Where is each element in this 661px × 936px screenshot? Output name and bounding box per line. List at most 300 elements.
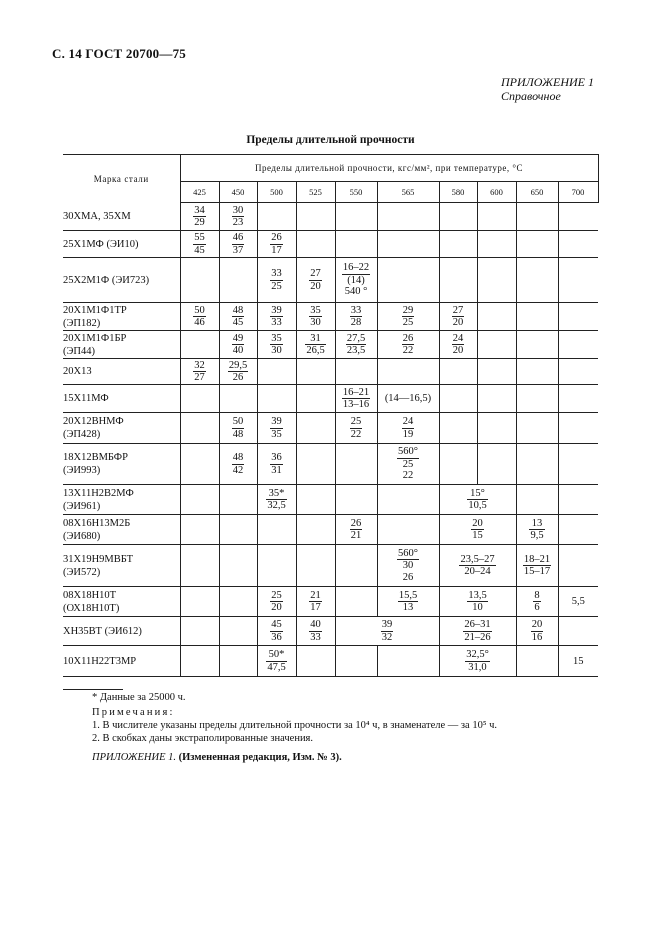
value-cell (377, 587, 439, 617)
table-row (63, 359, 598, 385)
steel-grade (63, 444, 180, 485)
numerator: 18–21 (523, 553, 551, 565)
value-cell (377, 258, 439, 303)
value-cell (377, 359, 439, 385)
denominator: 25 (271, 280, 282, 292)
denominator: 13 (402, 602, 414, 613)
value-cell (296, 413, 335, 444)
steel-grade-line: 31Х19Н9МВБТ (63, 553, 134, 565)
denominator: 27 (194, 372, 205, 383)
denominator: 21–26 (464, 631, 491, 643)
denominator: 25 (402, 317, 414, 328)
denominator: 20 (452, 345, 464, 356)
numerator: 40 (310, 619, 321, 630)
table-row (63, 444, 598, 485)
strength-fraction (402, 416, 415, 440)
steel-grade (63, 331, 180, 359)
strength-fraction (471, 518, 484, 542)
denominator: 32,5 (267, 500, 286, 511)
denominator: 45 (194, 244, 205, 256)
value-cell (439, 203, 477, 231)
strength-fraction (232, 416, 245, 440)
table-row (63, 258, 598, 303)
numerator: 48 (232, 452, 244, 463)
value-cell (180, 331, 219, 359)
denominator: 22 (402, 345, 414, 356)
numerator: 27 (452, 304, 464, 316)
value-cell (296, 385, 335, 413)
strength-fraction (467, 488, 487, 512)
table-row (63, 646, 598, 677)
value-cell (377, 413, 439, 444)
strength-fraction (232, 305, 245, 329)
value-cell (439, 303, 477, 331)
strength-fraction (270, 452, 283, 476)
denominator: 17 (310, 602, 321, 613)
value-cell (257, 303, 296, 331)
value-cell (335, 587, 377, 617)
numerator: 55 (194, 232, 205, 243)
denominator: 26,5 (306, 345, 325, 356)
value-cell (180, 587, 219, 617)
value-cell (296, 303, 335, 331)
denominator: 21 (350, 530, 362, 541)
value-cell (296, 231, 335, 258)
strength-fraction (397, 548, 419, 584)
value-cell (439, 617, 516, 646)
steel-grade (63, 413, 180, 444)
page-header: С. 14 ГОСТ 20700—75 (52, 46, 186, 61)
value-cell (219, 515, 257, 545)
value-cell (335, 617, 439, 646)
table-row (63, 587, 598, 617)
table-row (63, 485, 598, 515)
strength-fraction (193, 360, 206, 384)
numerator: 34 (194, 204, 205, 216)
steel-grade-line: 08Х18Н10Т (63, 589, 117, 601)
value-cell (439, 231, 477, 258)
value-cell (219, 587, 257, 617)
value-cell (377, 385, 439, 413)
value-cell (296, 587, 335, 617)
value-cell (377, 444, 439, 485)
value-cell (335, 203, 377, 231)
steel-grade-line: 20Х13 (63, 366, 92, 377)
numerator: 24 (452, 332, 464, 344)
numerator: 13 (529, 518, 544, 531)
value-cell (257, 359, 296, 385)
value-cell (296, 258, 335, 303)
value-cell (335, 444, 377, 485)
steel-grade-line: 08Х16Н13М2Б (63, 517, 131, 529)
denominator: 6 (534, 602, 540, 613)
steel-grade-line: 20Х12ВНМФ (63, 416, 124, 427)
numerator: 39 (381, 619, 393, 630)
steel-grade (63, 359, 180, 385)
numerator: 35 (310, 304, 321, 316)
steel-grade-line: (ЭИ572) (63, 566, 101, 578)
value-cell (516, 444, 558, 485)
steel-grade (63, 545, 180, 587)
numerator: 39 (271, 304, 282, 316)
note-1: 1. В числителе указаны пределы длительной прочности за 10⁴ ч, в знаменателе — за 10⁵ ч. (92, 720, 498, 731)
denominator: 10,5 (468, 500, 487, 511)
value-cell (180, 203, 219, 231)
numerator: 33 (271, 268, 282, 279)
value-cell (257, 617, 296, 646)
denominator: 26 (232, 372, 244, 383)
steel-grade-line: (ОХ18Н10Т) (63, 602, 120, 614)
value-cell (335, 545, 377, 587)
value-cell (335, 385, 377, 413)
numerator: 25 (350, 416, 362, 427)
temp-header: 565 (377, 182, 439, 203)
value-cell (219, 203, 257, 231)
table-row (63, 303, 598, 331)
numerator: 27 (310, 268, 321, 279)
strength-fraction (309, 590, 322, 614)
value-cell (219, 617, 257, 646)
strength-fraction (193, 232, 206, 256)
strength-fraction (342, 262, 370, 298)
value-cell (377, 485, 439, 515)
value-cell (516, 587, 558, 617)
denominator: 23 (232, 217, 244, 228)
temp-header: 580 (439, 182, 477, 203)
numerator: 36 (271, 452, 282, 463)
denominator: 33 (271, 317, 282, 328)
strength-fraction (270, 232, 283, 256)
steel-grade (63, 646, 180, 677)
value-cell (516, 303, 558, 331)
denominator: 10 (472, 602, 483, 613)
numerator: 20 (472, 517, 483, 529)
value-cell (516, 545, 558, 587)
value-cell (296, 646, 335, 677)
value-cell (377, 203, 439, 231)
value-cell (219, 258, 257, 303)
numerator: 26–31 (464, 619, 491, 630)
denominator: 42 (232, 464, 244, 476)
strength-fraction (270, 305, 283, 329)
denominator: 19 (402, 428, 414, 440)
value-cell (257, 485, 296, 515)
value-cell (257, 413, 296, 444)
strength-value: 5,5 (571, 596, 585, 607)
numerator: 30 (232, 204, 244, 216)
value-cell (558, 359, 598, 385)
denominator: 20 (310, 280, 321, 292)
numerator: 33 (350, 304, 362, 316)
temp-header: 550 (335, 182, 377, 203)
steel-grade-line: 10Х11Н22Т3МР (63, 655, 137, 667)
table-row (63, 203, 598, 231)
temp-header: 700 (558, 182, 598, 203)
value-cell (558, 646, 598, 677)
value-cell (257, 385, 296, 413)
strength-fraction (529, 518, 544, 542)
denominator: 20 (271, 602, 282, 613)
denominator: 16 (531, 631, 543, 643)
value-cell (477, 303, 516, 331)
steel-grade-line: 30ХМА, 35ХМ (63, 210, 131, 222)
numerator: 50 (232, 416, 244, 427)
value-cell (180, 413, 219, 444)
denominator: 20–24 (464, 566, 491, 577)
strength-fraction (523, 554, 551, 578)
value-cell (516, 413, 558, 444)
value-cell (558, 545, 598, 587)
extra-value: 22 (402, 470, 414, 482)
numerator: 29,5 (228, 359, 248, 371)
value-cell (516, 646, 558, 677)
numerator: 20 (531, 619, 543, 630)
steel-grade-line: 20Х1М1Ф1БР (63, 332, 127, 344)
strength-fraction (232, 333, 245, 357)
strength-fraction (452, 305, 465, 329)
denominator: 48 (232, 428, 244, 440)
value-cell (439, 258, 477, 303)
value-cell (335, 413, 377, 444)
value-cell (180, 617, 219, 646)
temp-header: 425 (180, 182, 219, 203)
numerator: 26 (271, 232, 282, 243)
numerator: 48 (232, 304, 244, 316)
denominator: 25 (402, 458, 414, 470)
strength-fraction (309, 305, 322, 329)
value-cell (558, 203, 598, 231)
strength-fraction (467, 590, 487, 614)
strength-fraction (350, 305, 363, 329)
numerator: 560° (398, 547, 418, 559)
value-cell (257, 646, 296, 677)
value-cell (296, 545, 335, 587)
steel-grade (63, 485, 180, 515)
steel-grade-line: (ЭИ961) (63, 500, 101, 512)
numerator: 32 (194, 359, 205, 371)
value-cell (296, 485, 335, 515)
value-cell (516, 515, 558, 545)
numerator: 16–21 (342, 386, 370, 398)
steel-grade-line: ХН35ВТ (ЭИ612) (63, 625, 142, 637)
appendix-subtitle: Справочное (501, 89, 561, 103)
value-cell (219, 231, 257, 258)
steel-grade (63, 587, 180, 617)
steel-grade-line: 20Х1М1Ф1ТР (63, 304, 127, 316)
denominator: 30 (402, 560, 414, 572)
temp-header: 650 (516, 182, 558, 203)
strength-fraction (309, 619, 322, 643)
numerator: 32,5° (466, 649, 489, 660)
numerator: 16–22 (342, 262, 370, 274)
steel-grade-line: (ЭП44) (63, 345, 96, 357)
numerator: 45 (271, 619, 282, 630)
numerator: 13,5 (468, 589, 487, 601)
value-cell (335, 231, 377, 258)
numerator: 21 (310, 589, 321, 601)
value-cell (219, 545, 257, 587)
value-cell (335, 258, 377, 303)
value-cell (516, 359, 558, 385)
value-cell (477, 413, 516, 444)
value-cell (219, 646, 257, 677)
strength-fraction (463, 619, 491, 643)
numerator: 24 (402, 416, 414, 427)
numerator: 35 (271, 332, 282, 344)
strength-column-header: Пределы длительной прочности, кгс/мм², при температуре, °С (180, 155, 598, 182)
table-row (63, 515, 598, 545)
table-title: Пределы длительной прочности (246, 134, 415, 146)
denominator: 47,5 (267, 661, 286, 673)
value-cell (257, 515, 296, 545)
extra-value: 540 ° (344, 286, 368, 298)
steel-grade-line: (ЭИ993) (63, 465, 101, 476)
value-cell (558, 331, 598, 359)
temp-header: 500 (257, 182, 296, 203)
steel-grade (63, 258, 180, 303)
steel-grade (63, 385, 180, 413)
value-cell (257, 444, 296, 485)
value-cell (477, 231, 516, 258)
note-2: 2. В скобках даны экстраполированные значения. (92, 733, 314, 744)
brand-column-header: Марка стали (63, 155, 180, 203)
value-cell (296, 444, 335, 485)
value-cell (296, 617, 335, 646)
value-cell (257, 545, 296, 587)
steel-grade-line: 15Х11МФ (63, 393, 109, 404)
steel-grade (63, 203, 180, 231)
denominator: 40 (232, 345, 244, 356)
denominator: 36 (271, 631, 282, 643)
strength-value: 15 (573, 655, 584, 667)
strength-fraction (193, 305, 206, 329)
strength-table (63, 154, 599, 677)
value-cell (558, 258, 598, 303)
denominator: 23,5 (346, 345, 366, 356)
strength-fraction (232, 205, 245, 229)
table-row (63, 331, 598, 359)
numerator: 31 (305, 333, 325, 346)
strength-fraction (266, 649, 286, 673)
extra-value: 26 (402, 571, 414, 583)
value-cell (180, 515, 219, 545)
value-cell (180, 385, 219, 413)
value-cell (219, 303, 257, 331)
value-cell (180, 231, 219, 258)
denominator: 35 (271, 428, 282, 440)
value-cell (296, 359, 335, 385)
value-cell (257, 231, 296, 258)
strength-fraction (270, 619, 283, 643)
value-cell (180, 545, 219, 587)
strength-fraction (465, 649, 490, 673)
denominator: 31,0 (468, 661, 487, 673)
steel-grade-line: (ЭП428) (63, 429, 101, 440)
denominator: 15–17 (523, 566, 551, 577)
strength-fraction (228, 360, 248, 384)
strength-fraction (531, 619, 544, 643)
denominator: 31 (271, 464, 282, 476)
value-cell (180, 646, 219, 677)
value-cell (257, 331, 296, 359)
denominator: 30 (310, 317, 321, 328)
amendment-label: ПРИЛОЖЕНИЕ 1. (92, 752, 176, 763)
value-cell (439, 646, 516, 677)
value-cell (558, 231, 598, 258)
value-cell (257, 258, 296, 303)
denominator: 22 (350, 428, 362, 440)
value-cell (516, 258, 558, 303)
numerator: 29 (402, 304, 414, 316)
denominator: 32 (381, 631, 393, 643)
value-cell (377, 231, 439, 258)
numerator: 25 (271, 589, 282, 601)
strength-fraction (381, 619, 394, 643)
value-cell (335, 331, 377, 359)
value-cell (558, 413, 598, 444)
table-row (63, 231, 598, 258)
denominator: 9,5 (530, 530, 544, 541)
steel-grade-line: (ЭП182) (63, 317, 101, 329)
strength-fraction (232, 452, 245, 476)
denominator: (14) (347, 274, 365, 286)
table-row (63, 385, 598, 413)
value-cell (516, 485, 558, 515)
strength-fraction (533, 590, 540, 614)
value-cell (180, 485, 219, 515)
numerator: 39 (271, 416, 282, 427)
numerator: 27,5 (346, 332, 366, 344)
strength-fraction (402, 305, 415, 329)
notes-title: Примечания: (92, 707, 175, 718)
value-cell (439, 485, 516, 515)
steel-grade (63, 617, 180, 646)
steel-grade (63, 515, 180, 545)
value-cell (558, 617, 598, 646)
strength-fraction (459, 554, 495, 578)
strength-fraction (232, 232, 245, 256)
value-cell (558, 385, 598, 413)
strength-fraction (397, 446, 419, 482)
value-cell (219, 385, 257, 413)
denominator: 15 (472, 530, 483, 541)
value-cell (296, 331, 335, 359)
value-cell (477, 258, 516, 303)
strength-fraction (305, 333, 325, 357)
value-cell (219, 359, 257, 385)
value-cell (477, 385, 516, 413)
denominator: 45 (232, 317, 244, 328)
value-cell (257, 587, 296, 617)
value-cell (219, 444, 257, 485)
strength-fraction (350, 518, 363, 542)
table-row (63, 617, 598, 646)
appendix-title: ПРИЛОЖЕНИЕ 1 (501, 75, 594, 89)
numerator: 560° (398, 446, 418, 458)
table-row (63, 545, 598, 587)
value-cell (439, 359, 477, 385)
strength-fraction (266, 488, 286, 512)
strength-fraction (342, 387, 370, 411)
steel-grade-line: 13Х11Н2В2МФ (63, 487, 134, 499)
footnote-rule (63, 689, 123, 690)
denominator: 20 (452, 317, 464, 328)
value-cell (516, 203, 558, 231)
value-cell (477, 444, 516, 485)
value-cell (477, 203, 516, 231)
value-cell (296, 203, 335, 231)
steel-grade (63, 303, 180, 331)
